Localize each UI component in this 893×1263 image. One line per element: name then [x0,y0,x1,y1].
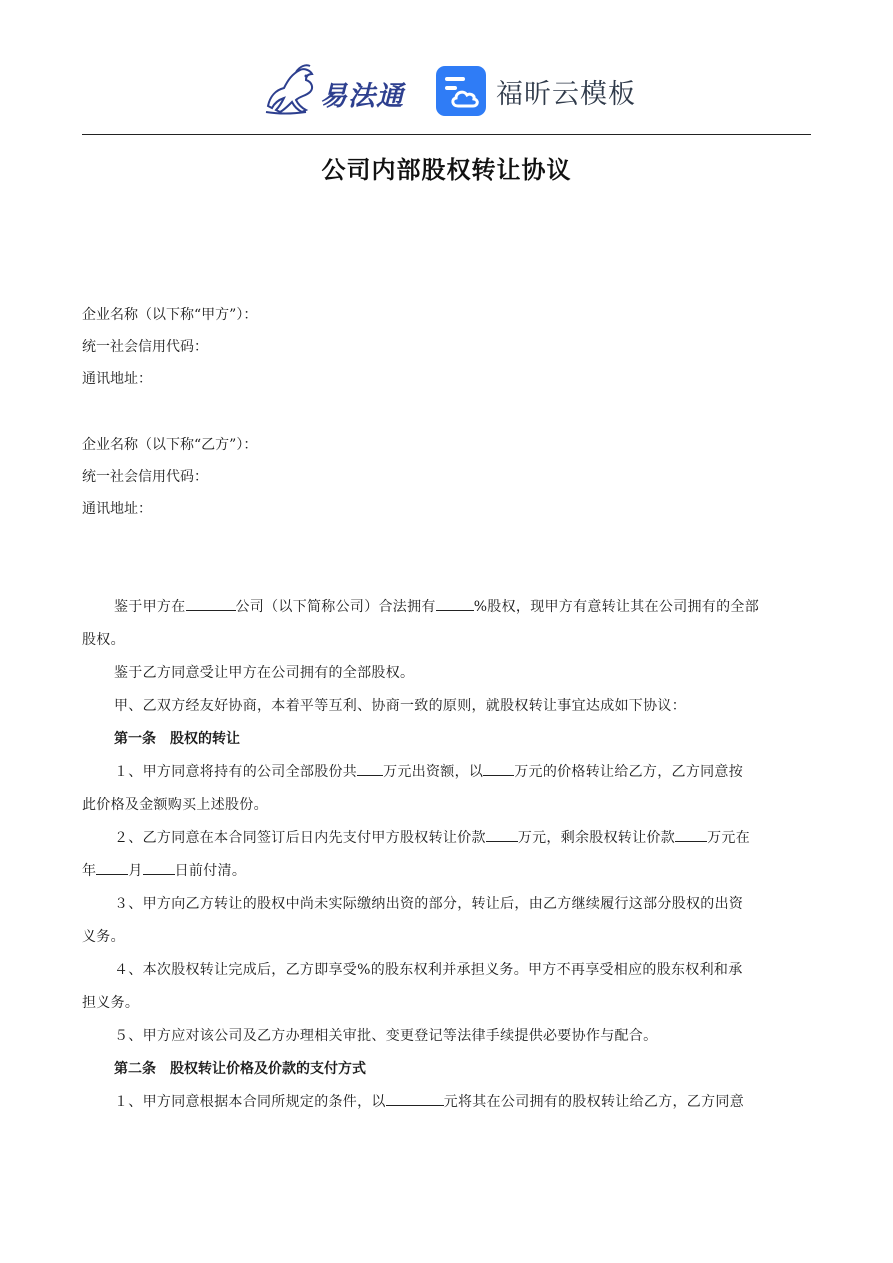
document-title: 公司内部股权转让协议 [321,156,572,184]
yifatong-logo [262,62,412,118]
item-text: 日前付清。 [174,863,247,879]
cloud-document-icon [436,66,486,116]
month-blank [96,860,128,875]
recital-2: 鉴于乙方同意受让甲方在公司拥有的全部股权。 [114,665,415,681]
yifatong-logo-text: 易法通 [320,81,404,112]
article-1-heading: 第一条 股权的转让 [114,731,240,747]
article-1-item-3-continued: 义务。 [82,929,125,945]
article-1-item-4-continued: 担义务。 [82,995,140,1011]
agreement-body [82,591,811,1119]
header-divider [82,134,811,135]
remaining-payment-blank [675,827,707,842]
document-header [0,58,893,122]
article-1-item-4: ４、本次股权转让完成后，乙方即享受%的股东权利并承担义务。甲方不再享受相应的股东权利和承 [114,962,743,978]
article-1-item-1 [82,756,811,789]
party-a-block [82,299,257,395]
party-a-name-label: 企业名称（以下称“甲方”）： [82,307,258,323]
item-text: 月 [128,863,143,879]
recital-1-text: %股权，现甲方有意转让其在公司拥有的全部 [473,599,760,615]
party-a-address-label: 通讯地址： [82,371,152,387]
party-a-credit-code-label: 统一社会信用代码： [82,339,208,355]
party-b-address-label: 通讯地址： [82,501,152,517]
recital-1-continued: 股权。 [82,632,125,648]
article-1-item-2-continued [82,855,811,888]
recital-3: 甲、乙双方经友好协商，本着平等互利、协商一致的原则，就股权转让事宜达成如下协议： [114,698,686,714]
article-1-item-2 [82,822,811,855]
price-amount-blank [483,761,514,776]
item-text: １、甲方同意根据本合同所规定的条件，以 [114,1094,386,1110]
item-text: 万元在 [707,830,751,846]
party-b-name-label: 企业名称（以下称“乙方”）： [82,437,258,453]
share-percent-blank [436,596,474,611]
foxit-template-logo-text: 福昕云模板 [496,79,636,110]
item-text: 万元，剩余股权转让价款 [517,830,676,846]
company-name-blank [186,596,236,611]
article-1-item-1-continued: 此价格及金额购买上述股份。 [82,797,268,813]
item-text: 万元的价格转让给乙方，乙方同意按 [514,764,744,780]
first-payment-blank [486,827,518,842]
item-text: 元将其在公司拥有的股权转让给乙方，乙方同意 [443,1094,745,1110]
article-1-item-3: ３、甲方向乙方转让的股权中尚未实际缴纳出资的部分，转让后，由乙方继续履行这部分股权的出资 [114,896,744,912]
recital-1-text: 公司（以下简称公司）合法拥有 [235,599,436,615]
recital-1 [82,591,811,624]
article-1-item-5: ５、甲方应对该公司及乙方办理相关审批、变更登记等法律手续提供必要协作与配合。 [114,1028,658,1044]
capital-amount-blank [357,761,383,776]
party-b-credit-code-label: 统一社会信用代码： [82,469,208,485]
item-text: １、甲方同意将持有的公司全部股份共 [114,764,358,780]
article-2-heading: 第二条 股权转让价格及价款的支付方式 [114,1061,366,1077]
item-text: ２、乙方同意在本合同签订后日内先支付甲方股权转让价款 [114,830,486,846]
recital-1-text: 鉴于甲方在 [114,599,186,615]
article-2-item-1 [82,1086,811,1119]
party-b-block [82,429,257,525]
item-text: 年 [82,863,97,879]
transfer-price-blank [386,1091,444,1106]
day-blank [143,860,175,875]
item-text: 万元出资额，以 [383,764,484,780]
horse-icon [262,62,322,118]
